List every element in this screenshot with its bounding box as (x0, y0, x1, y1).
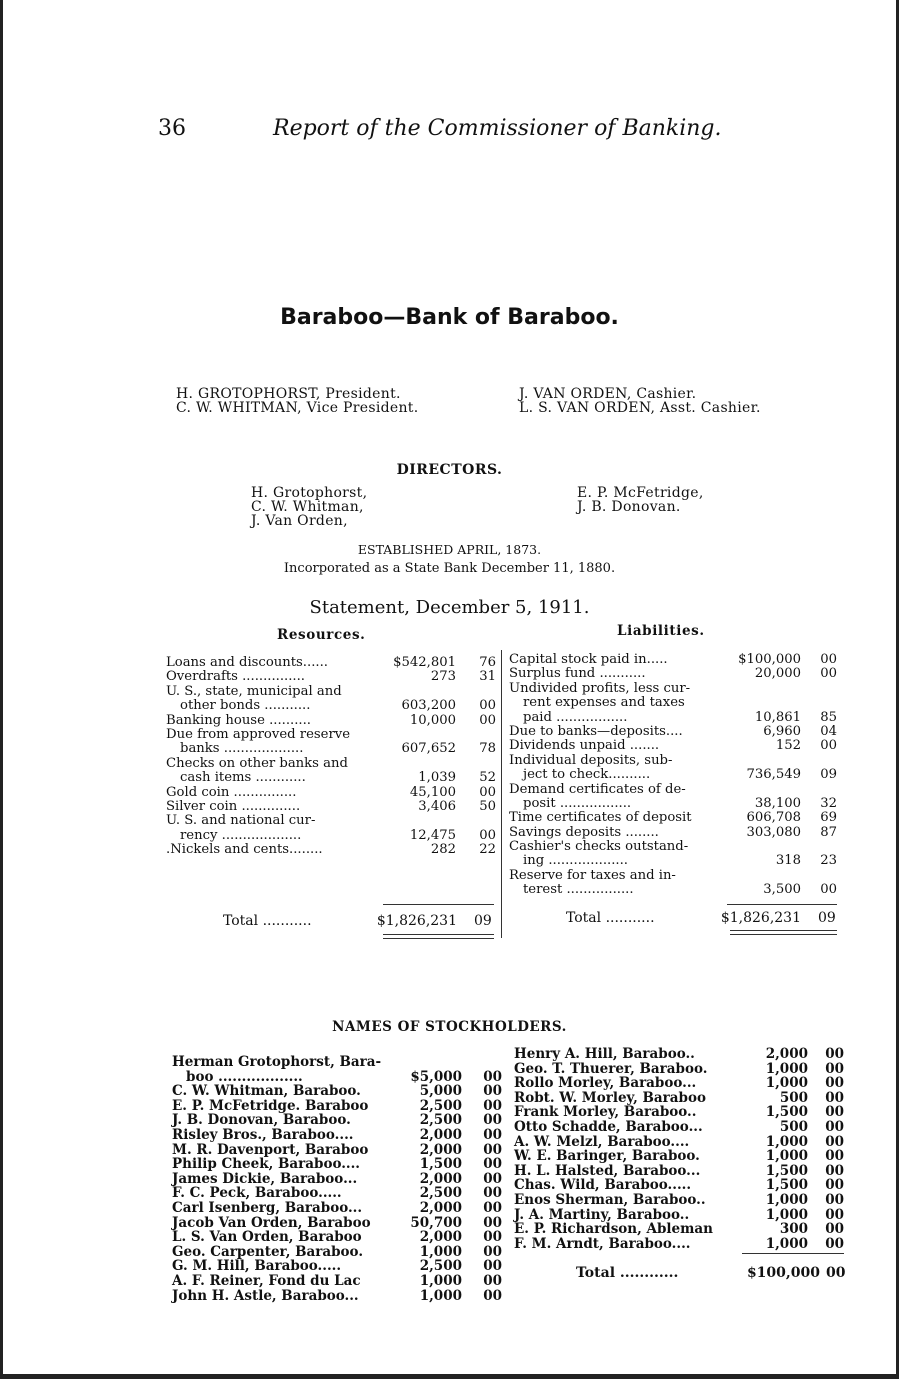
resources-heading: Resources. (277, 627, 366, 643)
resource-row (166, 800, 496, 814)
stockholder-row (172, 1054, 502, 1069)
stockholder-amount: 2,000 (419, 1126, 462, 1143)
stockholder-cents: 00 (483, 1156, 502, 1173)
stockholder-cents: 00 (825, 1104, 844, 1121)
stockholder-cents: 00 (483, 1185, 502, 1202)
liability-row (509, 869, 837, 883)
stockholder-row (172, 1244, 502, 1259)
liability-row (509, 667, 837, 681)
resource-row (166, 699, 496, 713)
resource-row (166, 771, 496, 785)
stockholder-row (514, 1163, 844, 1178)
stockholder-name: A. W. Melzl, Baraboo.... (514, 1133, 690, 1150)
resource-cents: 50 (479, 798, 496, 814)
stockholder-row (514, 1134, 844, 1149)
stockholder-cents: 00 (483, 1199, 502, 1216)
resources-total-label: Total ........... (223, 913, 312, 929)
stockholder-amount: 1,500 (765, 1177, 808, 1194)
liability-label: Undivided profits, less cur- (509, 680, 691, 696)
stockholder-cents: 00 (825, 1075, 844, 1092)
stockholder-amount: 2,500 (419, 1112, 462, 1129)
stockholder-row (514, 1061, 844, 1076)
stockholders-right-list (514, 1046, 844, 1250)
stockholder-amount: 1,000 (765, 1133, 808, 1150)
stockholder-name: Geo. T. Thuerer, Baraboo. (514, 1060, 708, 1077)
resource-amount: $542,801 (393, 655, 456, 670)
resource-row (166, 786, 496, 800)
stockholder-cents: 00 (825, 1046, 844, 1062)
officer-cashier: J. VAN ORDEN, Cashier. (519, 386, 697, 402)
stockholder-cents: 00 (483, 1214, 502, 1231)
liability-amount: 6,960 (763, 723, 801, 739)
directors-heading: DIRECTORS. (396, 462, 503, 478)
resource-cents: 76 (479, 655, 496, 670)
stockholder-row (172, 1229, 502, 1244)
scan-border-bottom (0, 1374, 899, 1379)
liability-row (509, 653, 837, 667)
stockholder-amount: 1,500 (765, 1104, 808, 1121)
stockholder-cents: 00 (483, 1258, 502, 1275)
stockholder-row (514, 1090, 844, 1105)
liability-cents: 00 (820, 738, 837, 754)
resource-label: U. S., state, municipal and (166, 683, 342, 699)
stockholder-amount: 1,000 (765, 1060, 808, 1077)
liability-label: Due to banks—deposits.... (509, 723, 683, 739)
liability-amount: 20,000 (754, 666, 801, 682)
liability-cents: 00 (820, 882, 837, 898)
liabilities-double-rule-bottom (730, 934, 837, 935)
stockholder-row (514, 1236, 844, 1251)
stockholder-name: W. E. Baringer, Baraboo. (514, 1148, 700, 1165)
liability-row (509, 754, 837, 768)
liability-label: Surplus fund ........... (509, 666, 646, 682)
liability-label: Capital stock paid in..... (509, 652, 668, 667)
resource-amount: 603,200 (401, 698, 456, 714)
stockholder-cents: 00 (825, 1162, 844, 1179)
resource-label: U. S. and national cur- (166, 813, 316, 829)
stockholder-amount: 1,000 (765, 1148, 808, 1165)
running-head: Report of the Commissioner of Banking. (273, 116, 722, 141)
liability-amount: 606,708 (746, 810, 801, 826)
stockholder-name: Jacob Van Orden, Baraboo (172, 1214, 371, 1231)
stockholder-name: Henry A. Hill, Baraboo.. (514, 1046, 695, 1062)
liability-row (509, 811, 837, 825)
liability-cents: 04 (820, 723, 837, 739)
stockholder-row (172, 1273, 502, 1288)
resource-amount: 10,000 (409, 712, 456, 728)
resource-amount: 607,652 (401, 741, 456, 757)
liability-label: Savings deposits ........ (509, 824, 659, 840)
stockholder-name: Chas. Wild, Baraboo..... (514, 1177, 692, 1194)
stockholders-total-cents: 00 (826, 1265, 846, 1281)
resource-row (166, 814, 496, 828)
liability-label: Time certificates of deposit (509, 810, 692, 826)
stockholder-cents: 00 (825, 1235, 844, 1252)
liability-label: Demand certificates of de- (509, 781, 686, 797)
stockholder-amount: 300 (779, 1221, 808, 1238)
stockholders-heading: NAMES OF STOCKHOLDERS. (332, 1019, 567, 1035)
stockholder-name: James Dickie, Baraboo... (172, 1170, 358, 1187)
resource-amount: 45,100 (409, 784, 456, 800)
stockholder-amount: 500 (779, 1089, 808, 1106)
resource-label: .Nickels and cents........ (166, 842, 323, 858)
liability-label: rent expenses and taxes (523, 695, 685, 711)
liability-cents: 00 (820, 652, 837, 667)
stockholder-cents: 00 (825, 1206, 844, 1223)
resource-amount: 273 (430, 669, 456, 685)
resource-label: Due from approved reserve (166, 726, 351, 742)
stockholder-cents: 00 (483, 1068, 502, 1085)
officer-asst-cashier: L. S. VAN ORDEN, Asst. Cashier. (519, 400, 761, 416)
resource-row (166, 714, 496, 728)
stockholder-row (172, 1127, 502, 1142)
stockholder-name: Philip Cheek, Baraboo.... (172, 1156, 361, 1173)
liabilities-total-label: Total ........... (566, 910, 655, 926)
resource-label: Loans and discounts...... (166, 655, 328, 670)
resource-cents: 00 (479, 827, 496, 843)
stockholder-amount: $5,000 (410, 1068, 462, 1085)
resource-label: Banking house .......... (166, 712, 311, 728)
stockholder-row (172, 1156, 502, 1171)
resource-label: banks ................... (180, 741, 304, 757)
liability-cents: 23 (820, 853, 837, 869)
stockholder-amount: 500 (779, 1118, 808, 1135)
liability-amount: $100,000 (738, 652, 801, 667)
stockholder-name: F. C. Peck, Baraboo..... (172, 1185, 342, 1202)
stockholder-cents: 00 (483, 1083, 502, 1100)
stockholder-cents: 00 (483, 1126, 502, 1143)
stockholder-name: John H. Astle, Baraboo... (172, 1287, 359, 1304)
resource-cents: 22 (479, 842, 496, 858)
liability-amount: 736,549 (746, 767, 801, 783)
liability-label: Cashier's checks outstand- (509, 839, 689, 855)
liability-row (509, 797, 837, 811)
stockholder-cents: 00 (825, 1191, 844, 1208)
resource-amount: 12,475 (409, 827, 456, 843)
officer-vice-president: C. W. WHITMAN, Vice President. (176, 400, 419, 416)
stockholder-row (172, 1258, 502, 1273)
liability-cents: 85 (820, 709, 837, 725)
stockholders-left-list (172, 1054, 502, 1302)
liability-row (509, 711, 837, 725)
liabilities-sum-rule (727, 904, 837, 905)
stockholder-name: G. M. Hill, Baraboo..... (172, 1258, 342, 1275)
established-line: ESTABLISHED APRIL, 1873. (357, 542, 542, 557)
liability-label: Reserve for taxes and in- (509, 867, 676, 883)
stockholder-amount: 1,000 (765, 1191, 808, 1208)
resource-label: Checks on other banks and (166, 755, 348, 771)
stockholder-name: Risley Bros., Baraboo.... (172, 1126, 354, 1143)
resource-label: cash items ............ (180, 770, 306, 786)
resource-cents: 00 (479, 712, 496, 728)
statement-date: Statement, December 5, 1911. (309, 597, 590, 618)
stockholder-row (172, 1215, 502, 1230)
liability-amount: 3,500 (763, 882, 801, 898)
stockholder-row (172, 1069, 502, 1084)
resource-label: Silver coin .............. (166, 798, 301, 814)
stockholder-name: E. P. McFetridge. Baraboo (172, 1097, 369, 1114)
liabilities-total-amount: $1,826,231 (720, 910, 801, 926)
stockholder-amount: 2,000 (419, 1170, 462, 1187)
stockholder-name: Rollo Morley, Baraboo... (514, 1075, 697, 1092)
resource-row (166, 742, 496, 756)
resources-double-rule-top (383, 934, 494, 935)
stockholder-name: Herman Grotophorst, Bara- (172, 1054, 382, 1070)
stockholders-total-amount: $100,000 (746, 1265, 820, 1281)
stockholder-name: Geo. Carpenter, Baraboo. (172, 1243, 364, 1260)
liability-amount: 152 (775, 738, 801, 754)
stockholder-amount: 1,000 (765, 1075, 808, 1092)
resource-cents: 52 (479, 770, 496, 786)
resource-label: other bonds ........... (180, 698, 311, 714)
stockholder-name: Otto Schadde, Baraboo... (514, 1118, 703, 1135)
stockholder-row (514, 1148, 844, 1163)
stockholder-name: J. A. Martiny, Baraboo.. (514, 1206, 690, 1223)
resource-label: Overdrafts ............... (166, 669, 305, 685)
stockholder-row (514, 1221, 844, 1236)
stockholder-name: Carl Isenberg, Baraboo... (172, 1199, 363, 1216)
liability-row (509, 854, 837, 868)
stockholder-row (172, 1083, 502, 1098)
stockholder-amount: 2,000 (419, 1199, 462, 1216)
resource-row (166, 728, 496, 742)
liability-amount: 303,080 (746, 824, 801, 840)
stockholder-cents: 00 (825, 1133, 844, 1150)
stockholder-amount: 1,000 (419, 1243, 462, 1260)
stockholder-row (172, 1288, 502, 1303)
stockholder-cents: 00 (825, 1177, 844, 1194)
stockholder-cents: 00 (483, 1097, 502, 1114)
liability-amount: 318 (775, 853, 801, 869)
stockholder-cents: 00 (483, 1272, 502, 1289)
stockholder-row (172, 1200, 502, 1215)
resources-double-rule-bottom (383, 938, 494, 939)
stockholder-amount: 1,000 (765, 1235, 808, 1252)
liability-label: Individual deposits, sub- (509, 752, 673, 768)
liability-row (509, 696, 837, 710)
liability-label: terest ................ (523, 882, 634, 898)
director-item: E. P. McFetridge, (577, 485, 704, 501)
liability-cents: 00 (820, 666, 837, 682)
liability-row (509, 783, 837, 797)
scan-border-left (0, 0, 3, 1379)
resource-cents: 00 (479, 784, 496, 800)
stockholder-amount: 2,500 (419, 1185, 462, 1202)
liability-cents: 69 (820, 810, 837, 826)
liability-cents: 87 (820, 824, 837, 840)
liability-label: Dividends unpaid ....... (509, 738, 660, 754)
liability-row (509, 682, 837, 696)
stockholder-amount: 1,500 (419, 1156, 462, 1173)
stockholder-row (514, 1075, 844, 1090)
resource-row (166, 757, 496, 771)
stockholder-row (172, 1142, 502, 1157)
stockholder-amount: 2,000 (419, 1141, 462, 1158)
resource-cents: 31 (479, 669, 496, 685)
stockholder-row (514, 1192, 844, 1207)
resource-row (166, 685, 496, 699)
liabilities-total-cents: 09 (818, 910, 836, 926)
stockholder-name: Enos Sherman, Baraboo.. (514, 1191, 706, 1208)
column-divider (501, 650, 502, 938)
stockholder-row (172, 1098, 502, 1113)
liability-row (509, 725, 837, 739)
resource-amount: 3,406 (418, 798, 456, 814)
resource-row (166, 829, 496, 843)
resources-total-amount: $1,826,231 (376, 913, 457, 929)
stockholder-name: A. F. Reiner, Fond du Lac (172, 1272, 361, 1289)
stockholder-name: F. M. Arndt, Baraboo.... (514, 1235, 691, 1252)
stockholder-amount: 2,000 (419, 1229, 462, 1246)
liabilities-double-rule-top (730, 930, 837, 931)
stockholder-cents: 00 (825, 1148, 844, 1165)
stockholder-amount: 1,000 (419, 1287, 462, 1304)
liability-row (509, 739, 837, 753)
liability-row (509, 840, 837, 854)
stockholder-amount: 1,000 (419, 1272, 462, 1289)
stockholder-row (514, 1046, 844, 1061)
stockholder-amount: 2,000 (765, 1046, 808, 1062)
stockholder-cents: 00 (483, 1287, 502, 1304)
stockholder-amount: 1,000 (765, 1206, 808, 1223)
stockholders-total-label: Total ............ (576, 1265, 679, 1281)
bank-title: Baraboo—Bank of Baraboo. (280, 305, 619, 330)
stockholder-row (172, 1185, 502, 1200)
stockholder-cents: 00 (825, 1118, 844, 1135)
stockholder-amount: 5,000 (419, 1083, 462, 1100)
liabilities-table (509, 653, 837, 898)
resource-label: rency ................... (180, 827, 302, 843)
resources-total-cents: 09 (474, 913, 492, 929)
stockholder-name: boo .................. (186, 1068, 303, 1085)
stockholder-cents: 00 (825, 1089, 844, 1106)
stockholder-cents: 00 (483, 1243, 502, 1260)
stockholder-amount: 50,700 (410, 1214, 462, 1231)
liability-row (509, 883, 837, 897)
stockholder-name: Frank Morley, Baraboo.. (514, 1104, 697, 1121)
liability-cents: 09 (820, 767, 837, 783)
resource-row (166, 843, 496, 857)
stockholder-amount: 1,500 (765, 1162, 808, 1179)
director-item: H. Grotophorst, (251, 485, 368, 501)
director-item: J. B. Donovan. (577, 499, 681, 515)
resource-amount: 1,039 (418, 770, 456, 786)
liability-label: ject to check.......... (523, 767, 651, 783)
liability-cents: 32 (820, 795, 837, 811)
liability-row (509, 826, 837, 840)
liability-label: posit ................. (523, 795, 632, 811)
liability-label: paid ................. (523, 709, 628, 725)
stockholder-cents: 00 (483, 1112, 502, 1129)
director-item: J. Van Orden, (251, 513, 348, 529)
director-item: C. W. Whitman, (251, 499, 364, 515)
stockholder-amount: 2,500 (419, 1097, 462, 1114)
stockholder-row (514, 1119, 844, 1134)
stockholder-row (514, 1177, 844, 1192)
stockholder-name: C. W. Whitman, Baraboo. (172, 1083, 361, 1100)
resource-row (166, 670, 496, 684)
stockholder-name: M. R. Davenport, Baraboo (172, 1141, 369, 1158)
stockholder-cents: 00 (483, 1170, 502, 1187)
liability-label: ing ................... (523, 853, 628, 869)
stockholder-name: E. P. Richardson, Ableman (514, 1221, 713, 1238)
stockholder-amount: 2,500 (419, 1258, 462, 1275)
page-number: 36 (158, 116, 186, 141)
stockholder-cents: 00 (825, 1221, 844, 1238)
stockholder-cents: 00 (483, 1141, 502, 1158)
resource-label: Gold coin ............... (166, 784, 297, 800)
resource-cents: 00 (479, 698, 496, 714)
officer-president: H. GROTOPHORST, President. (176, 386, 401, 402)
stockholder-name: J. B. Donovan, Baraboo. (172, 1112, 351, 1129)
resource-amount: 282 (430, 842, 456, 858)
liability-amount: 10,861 (754, 709, 801, 725)
resources-sum-rule (383, 904, 494, 905)
stockholder-name: L. S. Van Orden, Baraboo (172, 1229, 362, 1246)
stockholder-row (514, 1207, 844, 1222)
stockholder-row (514, 1104, 844, 1119)
stockholder-row (172, 1171, 502, 1186)
resource-row (166, 656, 496, 670)
stockholder-cents: 00 (825, 1060, 844, 1077)
stockholder-cents: 00 (483, 1229, 502, 1246)
resources-table (166, 656, 496, 857)
stockholder-row (172, 1112, 502, 1127)
liability-amount: 38,100 (754, 795, 801, 811)
stockholders-sum-rule (742, 1253, 844, 1254)
liabilities-heading: Liabilities. (617, 623, 705, 639)
stockholder-name: H. L. Halsted, Baraboo... (514, 1162, 701, 1179)
liability-row (509, 768, 837, 782)
stockholder-name: Robt. W. Morley, Baraboo (514, 1089, 706, 1106)
resource-cents: 78 (479, 741, 496, 757)
incorporated-line: Incorporated as a State Bank December 11, 1880. (283, 561, 616, 576)
